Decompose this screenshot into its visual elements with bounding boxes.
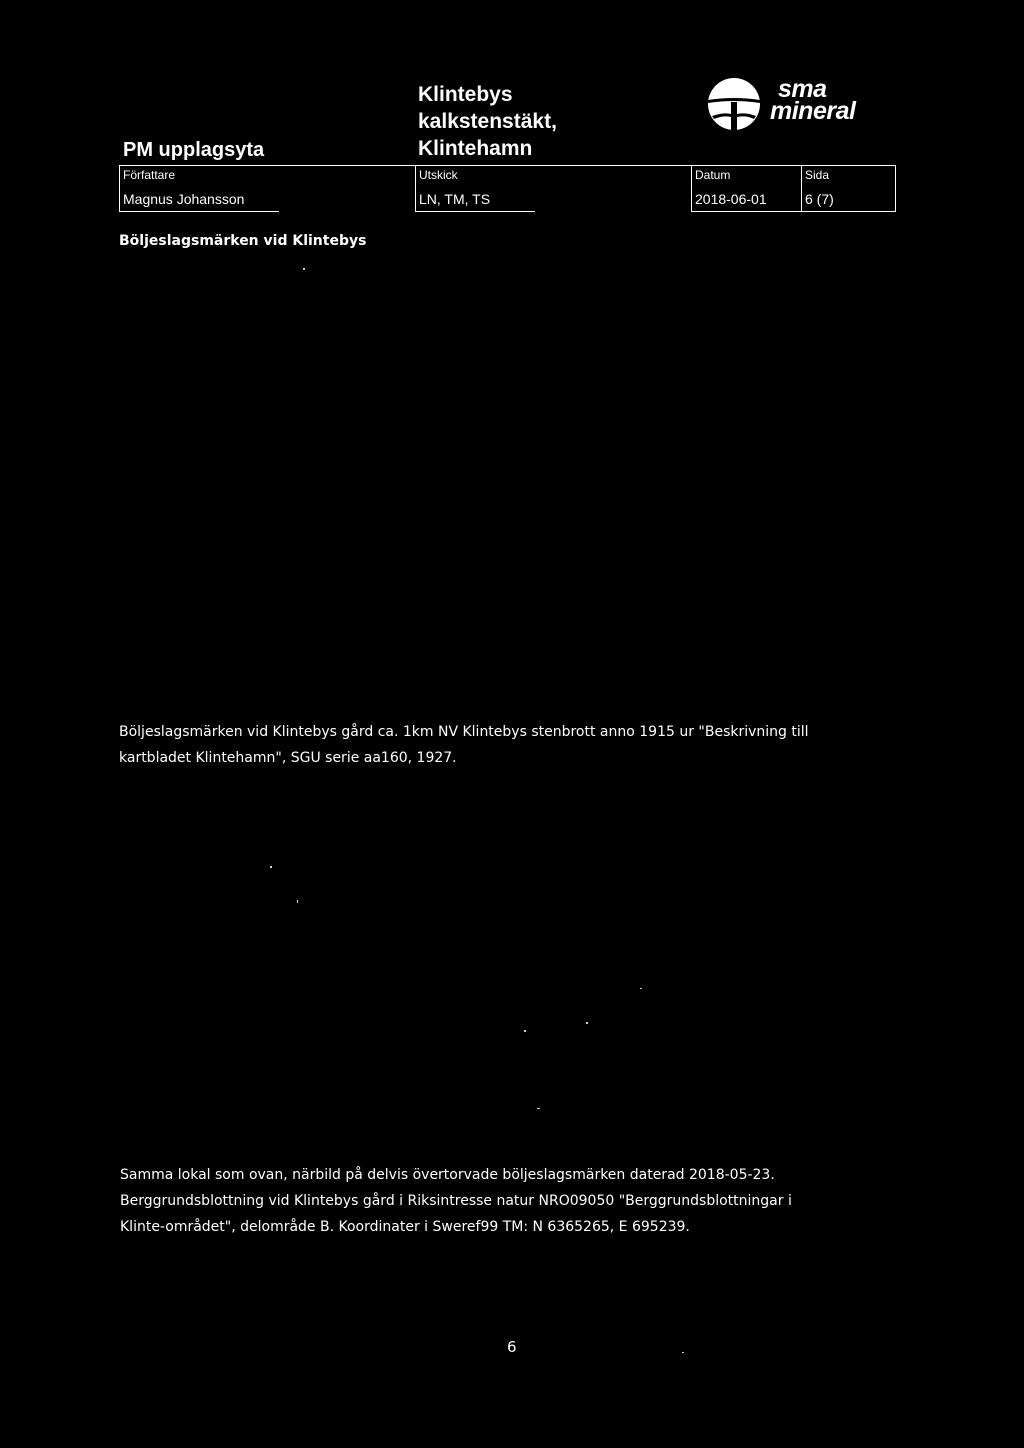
caption-line: Böljeslagsmärken vid Klintebys gård ca. 1km NV Klintebys stenbrott anno 1915 ur "Beskrivning till	[119, 724, 809, 740]
section-heading: Böljeslagsmärken vid Klintebys	[119, 233, 367, 249]
scan-speck	[303, 268, 305, 270]
caption-line: Samma lokal som ovan, närbild på delvis övertorvade böljeslagsmärken daterad 2018-05-23.	[120, 1167, 775, 1183]
logo-line-2: mineral	[770, 97, 856, 125]
author-label: Författare	[123, 168, 176, 182]
scan-speck	[270, 866, 272, 868]
scan-speck	[297, 900, 298, 903]
sent-cell	[415, 166, 692, 212]
sent-value: LN, TM, TS	[419, 191, 491, 207]
sma-mineral-logo	[706, 76, 906, 136]
figure-caption-1	[119, 719, 879, 771]
document-type: PM upplagsyta	[123, 139, 265, 161]
author-cell	[119, 166, 416, 212]
page-value: 6 (7)	[805, 191, 834, 207]
caption-line: Klinte-området", delområde B. Koordinater i Sweref99 TM: N 6365265, E 695239.	[120, 1219, 690, 1235]
scan-speck	[537, 1108, 540, 1109]
scan-speck	[640, 988, 642, 989]
title-line: kalkstenstäkt,	[418, 110, 557, 133]
sent-label: Utskick	[419, 168, 458, 182]
caption-line: Berggrundsblottning vid Klintebys gård i Riksintresse natur NRO09050 "Berggrundsblottningar i	[120, 1193, 792, 1209]
author-value: Magnus Johansson	[123, 191, 245, 207]
scan-speck	[524, 1030, 526, 1032]
table-underline	[119, 211, 279, 212]
logo-line-1: sma	[778, 75, 827, 103]
date-value: 2018-06-01	[695, 191, 767, 207]
logo-wordmark	[770, 75, 856, 125]
title-line: Klintebys	[418, 83, 513, 106]
title-line: Klintehamn	[418, 137, 533, 160]
scan-speck	[682, 1352, 684, 1353]
page-label: Sida	[805, 168, 830, 182]
caption-line: kartbladet Klintehamn", SGU serie aa160, 1927.	[119, 750, 457, 766]
page-number: 6	[507, 1338, 517, 1356]
table-underline	[415, 211, 535, 212]
date-cell	[691, 166, 802, 212]
document-info-table	[119, 165, 896, 212]
globe-logo-icon	[706, 76, 762, 132]
scan-speck	[586, 1022, 588, 1024]
page-cell	[801, 166, 895, 212]
figure-caption-2	[120, 1162, 880, 1240]
table-underline	[691, 211, 895, 212]
document-title	[418, 81, 557, 162]
date-label: Datum	[695, 168, 731, 182]
